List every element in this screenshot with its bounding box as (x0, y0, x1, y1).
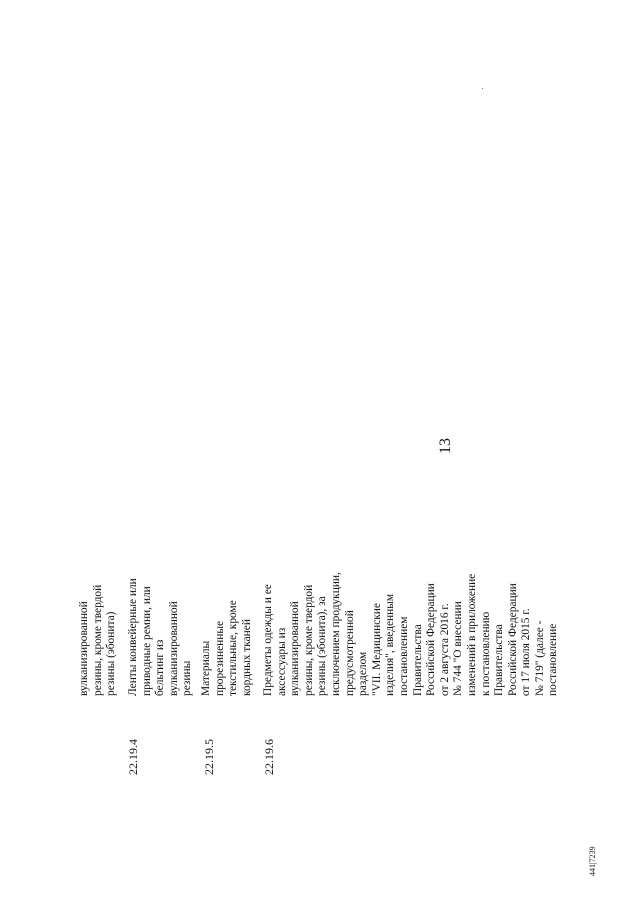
description-line: № 719" (далее - (533, 620, 546, 696)
description-line: "VII. Медицинские (370, 603, 383, 696)
description-line: Правительства (411, 624, 424, 696)
description-line: бельтинг из (154, 639, 167, 696)
row-description-continued (78, 466, 119, 696)
description-line: Российской Федерации (425, 583, 438, 696)
row-description-22-19-5 (200, 466, 254, 696)
description-line: Ленты конвейерные или (127, 578, 139, 696)
description-line: № 744 "О внесении (452, 601, 465, 696)
description-line: прорезиненные (213, 620, 226, 696)
description-line: резины, кроме твердой (91, 584, 104, 696)
description-line: предусмотренной (343, 610, 356, 696)
description-line: резины (эбонита), за (316, 596, 329, 696)
page-number: 13 (437, 438, 454, 454)
description-line: текстильные, кроме (227, 600, 240, 696)
description-line: изделия", введенным (384, 593, 397, 696)
description-line: аксессуары из (275, 627, 288, 696)
description-line: резины, кроме твердой (302, 584, 315, 696)
description-line: Материалы (200, 640, 212, 696)
description-line: вулканизированной (289, 601, 302, 696)
scan-speck (482, 88, 483, 89)
description-line: изменений в приложение (465, 573, 478, 696)
description-line: резины (181, 660, 194, 696)
description-line: от 2 августа 2016 г. (438, 603, 451, 696)
description-line: от 17 июля 2015 г. (520, 608, 533, 696)
description-line: Предметы одежды и ее (262, 584, 274, 696)
description-line: вулканизированной (167, 601, 180, 696)
description-line: разделом (357, 651, 370, 696)
description-line: вулканизированной (78, 601, 90, 696)
row-description-22-19-6 (262, 466, 561, 696)
description-line: резины (эбонита) (105, 611, 118, 696)
row-description-22-19-4 (127, 466, 195, 696)
description-line: исключением продукции, (329, 572, 342, 696)
description-line: приводные ремни, или (140, 586, 153, 696)
description-line: постановлением (397, 616, 410, 696)
description-line: постановление (547, 623, 560, 696)
description-line: кордных тканей (240, 619, 253, 696)
description-line: Правительства (493, 624, 506, 696)
description-line: Российской Федерации (506, 583, 519, 696)
row-code-22-19-6: 22.19.6 (262, 739, 276, 775)
description-line: к постановлению (479, 611, 492, 696)
document-id: 441|7239 (588, 846, 597, 876)
row-code-22-19-5: 22.19.5 (202, 739, 216, 775)
row-code-22-19-4: 22.19.4 (126, 739, 140, 775)
